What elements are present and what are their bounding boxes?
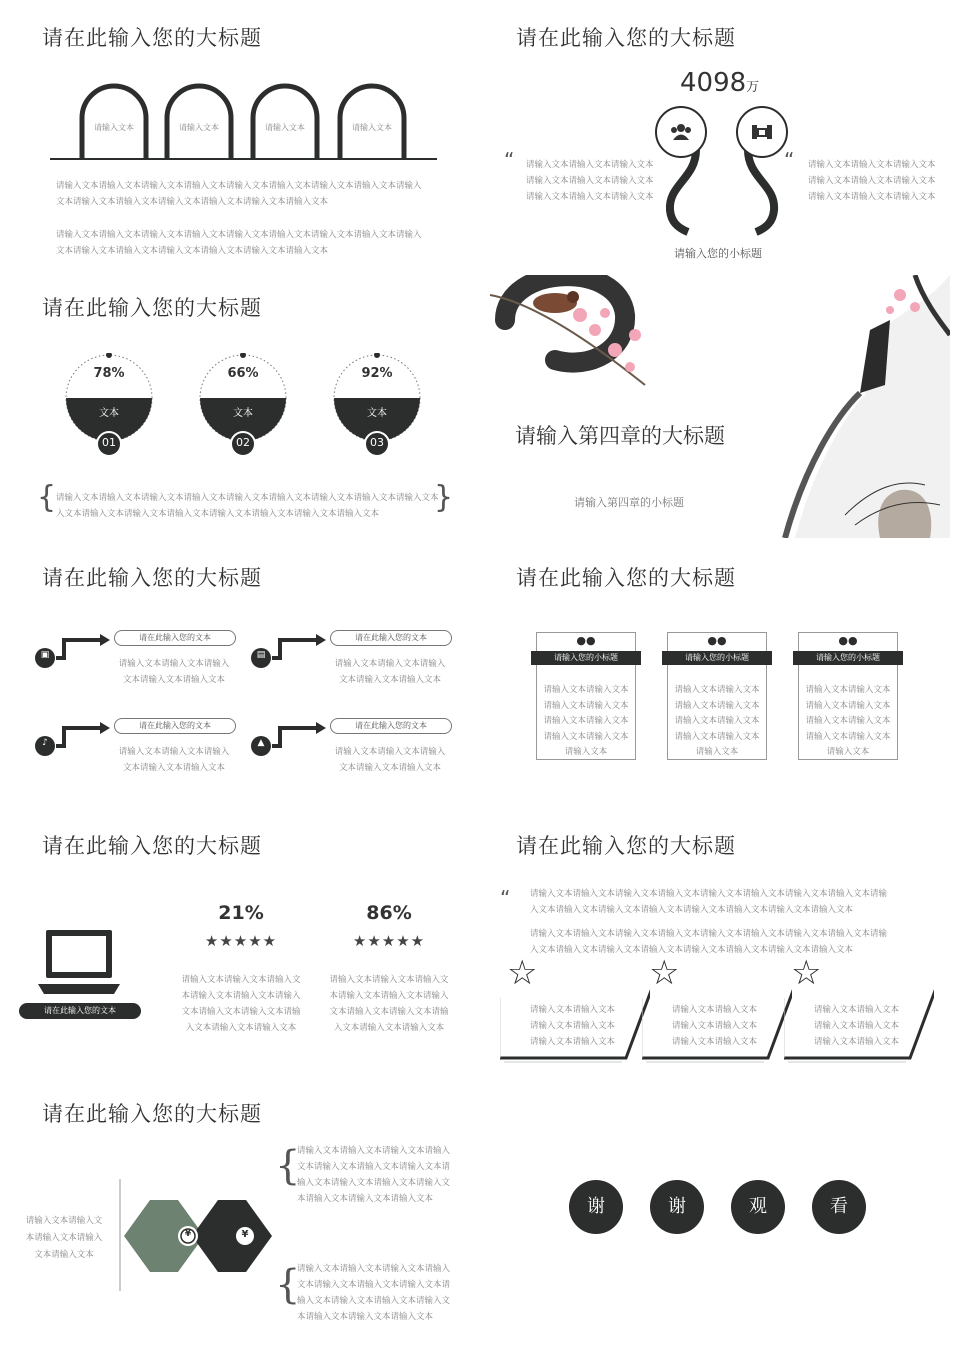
item-text: 请输入文本请输入文本请输入 文本请输入文本请输入文本	[118, 747, 230, 773]
card-header: 请输入您的小标题	[662, 651, 772, 665]
laptop-label: 请在此输入您的文本	[19, 1003, 141, 1019]
brace-left-icon: {	[37, 480, 57, 515]
text-block: 请输入文本请输入文本请输入文本请输入 文本请输入文本请输入文本请输入文本请 输入文本请输入文本请输入文本请输入文 本请输入文本请输入文本请输入文本	[297, 1146, 451, 1204]
left-text: 请输入文本请输入文 本请输入文本请输入 文本请输入文本	[25, 1216, 103, 1260]
chapter-title: 请输入第四章的大标题	[515, 424, 725, 448]
left-text: 请输入文本请输入文本请输入文本 请输入文本请输入文本请输入文本 请输入文本请输入文本请输入文本	[526, 160, 654, 202]
team-icon: ●●	[707, 634, 727, 647]
slide-title: 请在此输入您的大标题	[516, 834, 736, 858]
chapter-subtitle: 请输入第四章的小标题	[574, 496, 684, 509]
slide-title: 请在此输入您的大标题	[42, 1102, 262, 1126]
text-tag: 请在此输入您的文本	[114, 718, 236, 734]
people-icon: ●●	[576, 634, 596, 647]
card-text: 请输入文本请输入文本 请输入文本请输入文本 请输入文本请输入文本	[672, 1005, 758, 1047]
slide-title: 请在此输入您的大标题	[42, 566, 262, 590]
arch-label: 请输入文本	[352, 123, 392, 132]
arch-label: 请输入文本	[265, 123, 305, 132]
slide-chapter	[485, 275, 950, 538]
slide-title: 请在此输入您的大标题	[42, 26, 262, 50]
paragraph: 请输入文本请输入文本请输入文本请输入文本请输入文本请输入文本请输入文本请输入文本请输入文本请输入文本请输入文本请输入文本请输入文本请输入文本请输入文本	[56, 181, 422, 207]
stat-value: 86%	[366, 902, 412, 924]
arch-label: 请输入文本	[94, 123, 134, 132]
percent-value: 78%	[93, 366, 125, 381]
percent-value: 66%	[227, 366, 259, 381]
subtitle: 请输入您的小标题	[674, 247, 762, 260]
card-header: 请输入您的小标题	[793, 651, 903, 665]
stat-text: 请输入文本请输入文本请输入文 本请输入文本请输入文本请输入 文本请输入文本请输入文本请输 入文本请输入文本请输入文本	[329, 975, 449, 1033]
step-number: 01	[102, 436, 116, 449]
star-rating: ★★★★★	[352, 932, 426, 950]
slide-statistic	[478, 0, 943, 265]
percent-label: 文本	[367, 408, 387, 419]
info-card	[536, 632, 636, 760]
slide-title: 请在此输入您的大标题	[42, 296, 262, 320]
big-number: 4098万	[680, 68, 760, 98]
star-icon: ☆	[649, 953, 680, 993]
right-text: 请输入文本请输入文本请输入文本 请输入文本请输入文本请输入文本 请输入文本请输入文本请输入文本	[808, 160, 936, 202]
slide-cards	[478, 540, 943, 805]
percent-label: 文本	[233, 408, 253, 419]
thanks-char: 谢	[650, 1180, 704, 1234]
text-block: 请输入文本请输入文本请输入文本请输入 文本请输入文本请输入文本请输入文本请 输入文本请输入文本请输入文本请输入文 本请输入文本请输入文本请输入文本	[297, 1264, 451, 1322]
slide-hexagons	[0, 1076, 465, 1352]
item-text: 请输入文本请输入文本请输入 文本请输入文本请输入文本	[334, 747, 446, 773]
slide-star-cards	[478, 808, 943, 1073]
stat-value: 21%	[218, 902, 264, 924]
paragraph: 请输入文本请输入文本请输入文本请输入文本请输入文本请输入文本请输入文本请输入文本请输 入文本请输入文本请输入文本请输入文本请输入文本请输入文本请输入文本请输入文本	[530, 889, 888, 915]
thanks-char: 谢	[569, 1180, 623, 1234]
slide-percent-circles	[0, 270, 465, 535]
slide-title: 请在此输入您的大标题	[516, 26, 736, 50]
card-text: 请输入文本请输入文本 请输入文本请输入文本 请输入文本请输入文本	[814, 1005, 900, 1047]
star-icon: ☆	[791, 953, 822, 993]
paragraph: 请输入文本请输入文本请输入文本请输入文本请输入文本请输入文本请输入文本请输入文本请输入文本请输入文本请输入文本请输入文本请输入文本请输入文本请输入文本	[56, 230, 422, 256]
group-icon	[669, 122, 693, 142]
arch-label: 请输入文本	[179, 123, 219, 132]
star-rating: ★★★★★	[204, 932, 278, 950]
paragraph: 请输入文本请输入文本请输入文本请输入文本请输入文本请输入文本请输入文本请输入文本请输入文本 入文本请输入文本请输入文本请输入文本请输入文本请输入文本请输入文本请输入文本	[56, 493, 439, 519]
card-header: 请输入您的小标题	[531, 651, 641, 665]
ribbon-graphic	[478, 0, 943, 265]
quote-icon: “	[784, 148, 795, 172]
percent-value: 92%	[361, 366, 393, 381]
item-text: 请输入文本请输入文本请输入 文本请输入文本请输入文本	[334, 659, 446, 685]
slide-arrow-list	[0, 540, 465, 805]
laptop-icon	[36, 928, 126, 1000]
percent-label: 文本	[99, 408, 119, 419]
brace-icon: {	[275, 1262, 301, 1308]
quote-icon: “	[504, 148, 515, 172]
users-icon: ●●	[838, 634, 858, 647]
slide-laptop-stats	[0, 808, 465, 1073]
yen-icon: ¥	[184, 1229, 192, 1239]
percent-circle	[64, 353, 154, 465]
star-icon: ☆	[507, 953, 538, 993]
slide-title: 请在此输入您的大标题	[516, 566, 736, 590]
music-icon: ♪	[42, 738, 48, 748]
slide-arches	[0, 0, 465, 265]
text-tag: 请在此输入您的文本	[330, 718, 452, 734]
handshake-icon	[750, 121, 774, 143]
slide-title: 请在此输入您的大标题	[42, 834, 262, 858]
thanks-char: 观	[731, 1180, 785, 1234]
card-text: 请输入文本请输入文本 请输入文本请输入文本 请输入文本请输入文本 请输入文本请输入文本 请输入文本	[805, 685, 891, 757]
yen-icon: ¥	[241, 1229, 249, 1240]
brace-right-icon: }	[434, 480, 454, 515]
item-text: 请输入文本请输入文本请输入 文本请输入文本请输入文本	[118, 659, 230, 685]
quote-icon: “	[500, 886, 511, 910]
card-text: 请输入文本请输入文本 请输入文本请输入文本 请输入文本请输入文本 请输入文本请输入文本 请输入文本	[674, 685, 760, 757]
paragraph: 请输入文本请输入文本请输入文本请输入文本请输入文本请输入文本请输入文本请输入文本请输 入文本请输入文本请输入文本请输入文本请输入文本请输入文本请输入文本请输入文本	[530, 929, 888, 955]
ink-painting-image	[485, 275, 950, 538]
step-number: 03	[370, 436, 384, 449]
presentation-icon: ▣	[40, 650, 50, 660]
gift-icon: ▤	[256, 650, 266, 660]
text-tag: 请在此输入您的文本	[114, 630, 236, 646]
bell-icon: ▲	[257, 738, 265, 748]
percent-circle	[198, 353, 288, 465]
info-card	[667, 632, 767, 760]
info-card	[798, 632, 898, 760]
brace-icon: {	[275, 1143, 301, 1189]
slide-thanks	[478, 1076, 943, 1352]
text-tag: 请在此输入您的文本	[330, 630, 452, 646]
step-number: 02	[236, 436, 250, 449]
stat-text: 请输入文本请输入文本请输入文 本请输入文本请输入文本请输入 文本请输入文本请输入文本请输 入文本请输入文本请输入文本	[181, 975, 301, 1033]
card-text: 请输入文本请输入文本 请输入文本请输入文本 请输入文本请输入文本	[530, 1005, 616, 1047]
percent-circle	[332, 353, 422, 465]
card-text: 请输入文本请输入文本 请输入文本请输入文本 请输入文本请输入文本 请输入文本请输入文本 请输入文本	[543, 685, 629, 757]
thanks-char: 看	[812, 1180, 866, 1234]
